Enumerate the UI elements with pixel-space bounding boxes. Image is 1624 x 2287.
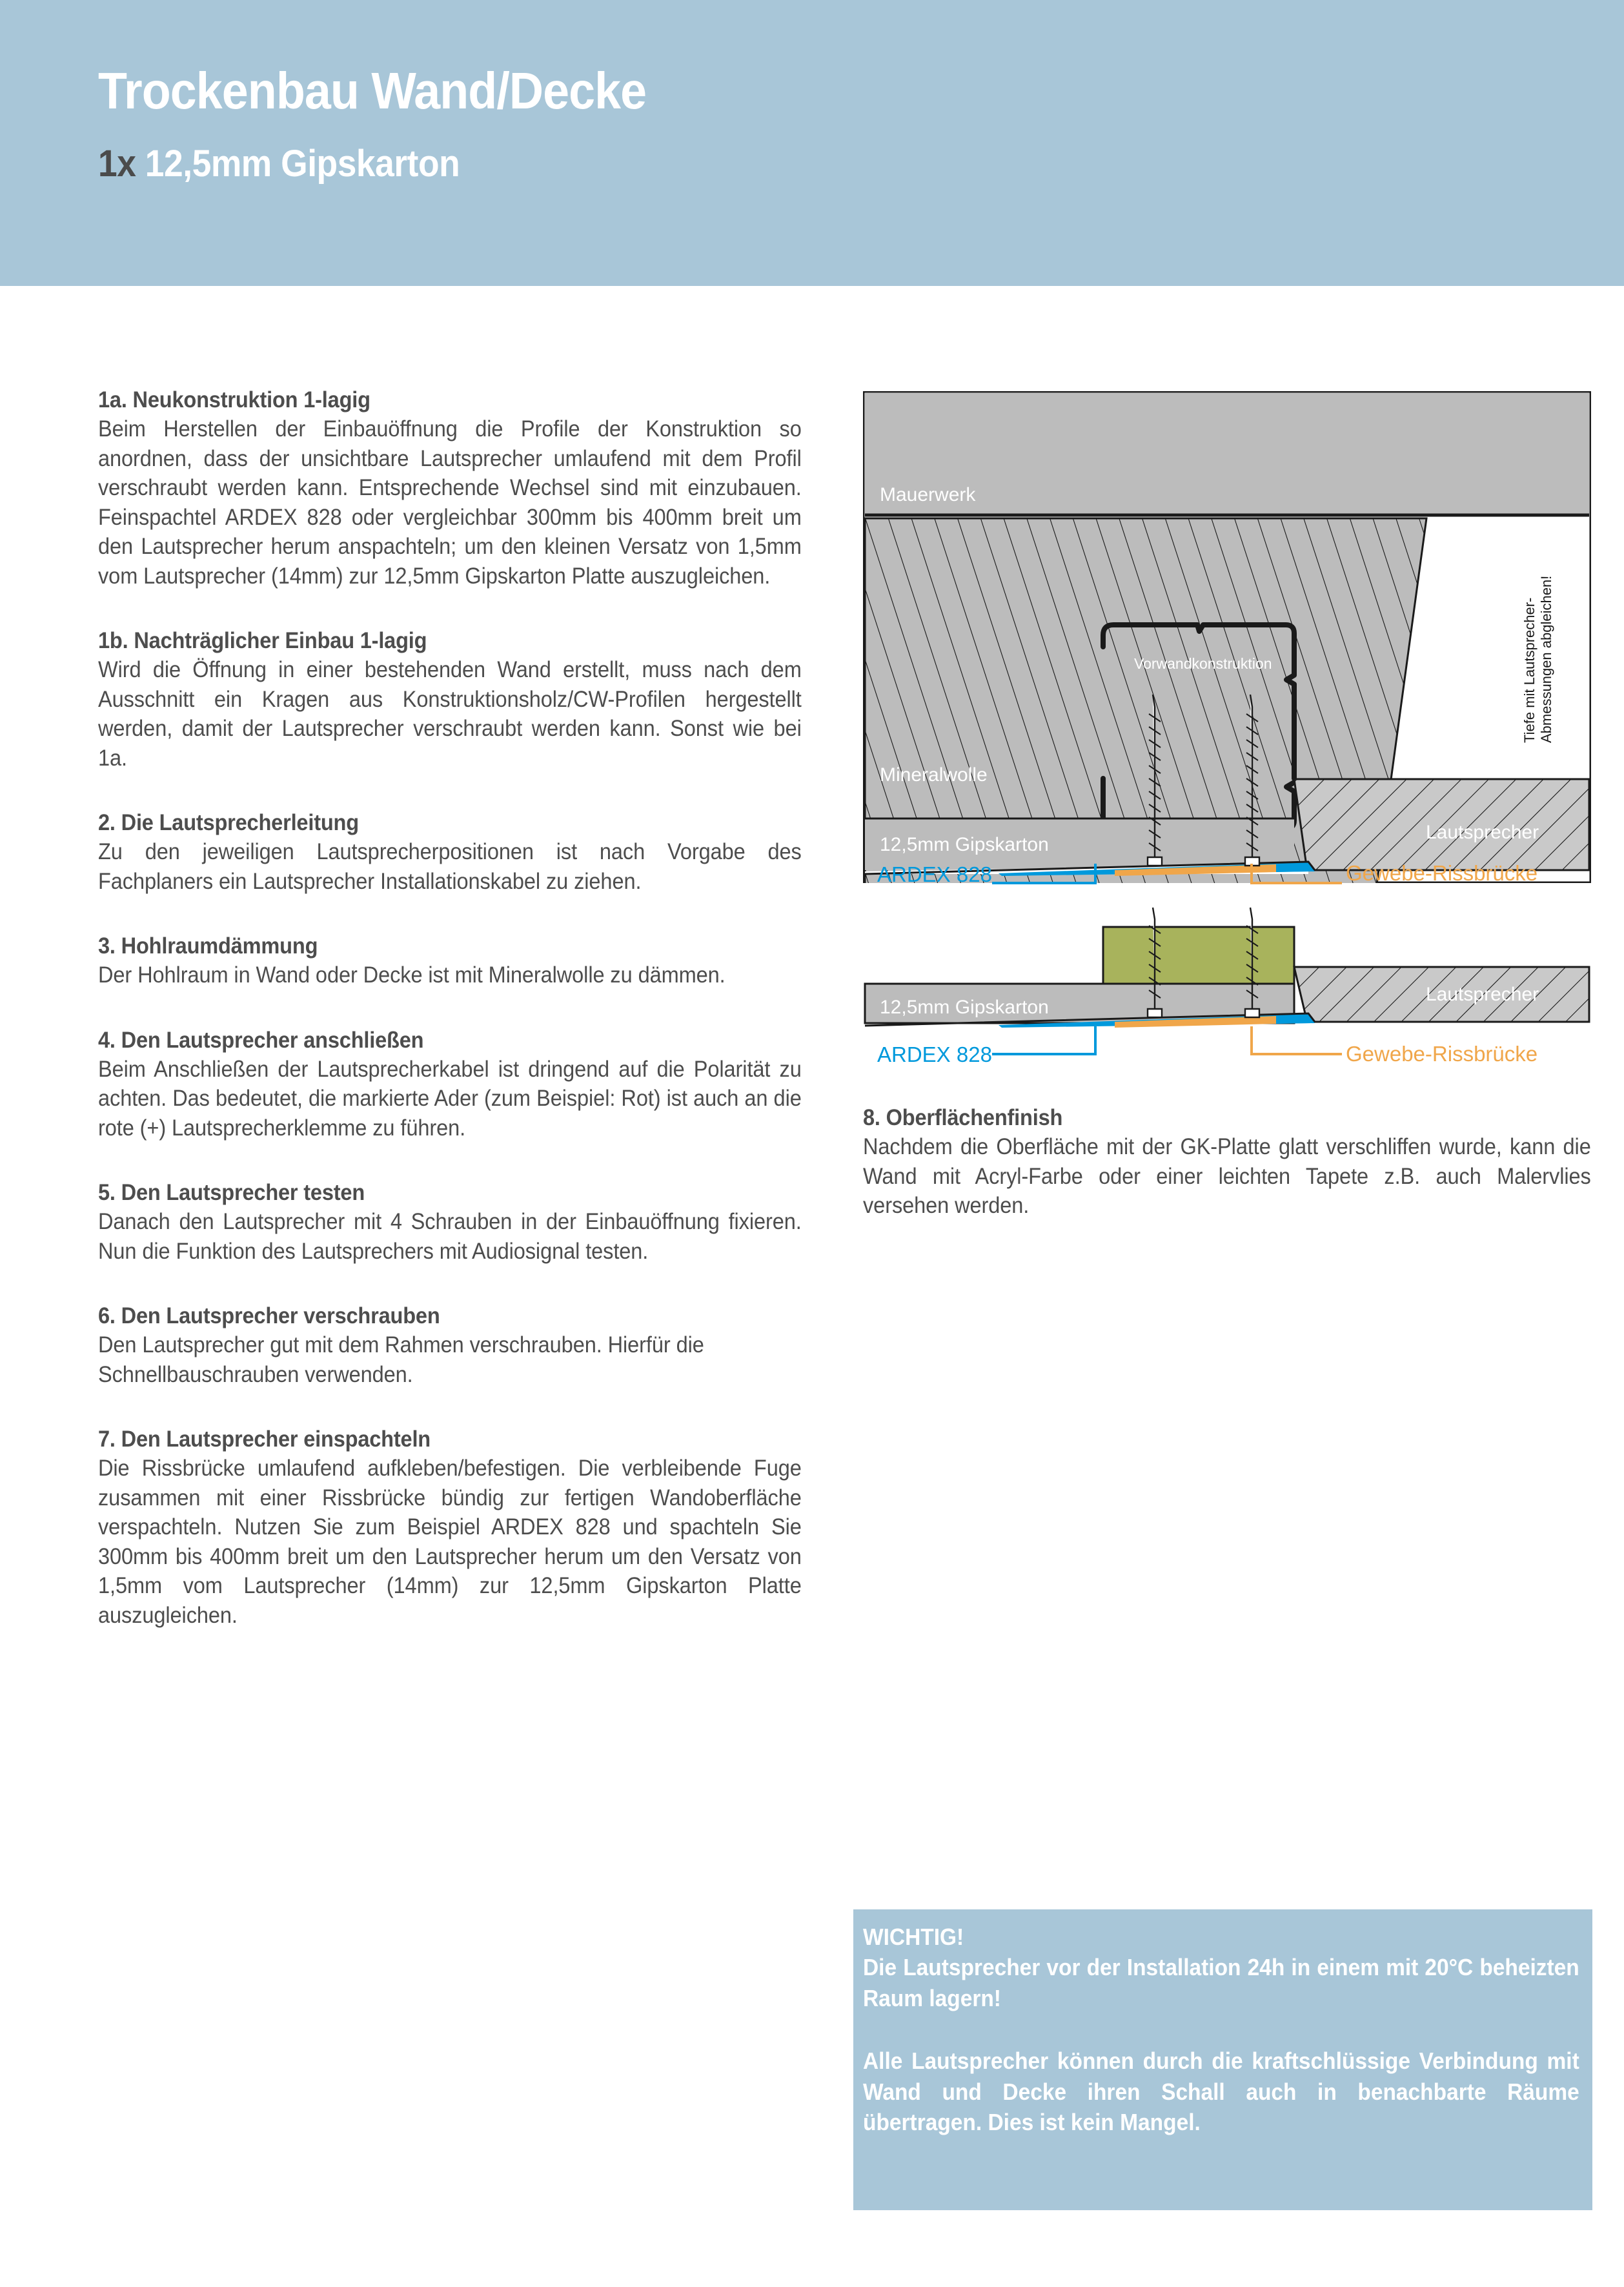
wichtig-title: WICHTIG!	[863, 1924, 964, 1950]
label-mineralwolle: Mineralwolle	[880, 764, 988, 786]
page-subtitle	[98, 142, 460, 185]
wichtig-content	[863, 1924, 1579, 2138]
diagram-top-svg	[863, 391, 1591, 883]
diagram-top-leaders	[863, 833, 1591, 897]
label-tiefe-note-line2: Abmessungen abgleichen!	[1538, 575, 1554, 743]
section-8-body: Nachdem die Oberfläche mit der GK-Platte glatt verschliffen wurde, kann die Wand mit Acryl-Farbe oder einer leichten Tapete z.B. auch Malervlies versehen werden.	[863, 1134, 1591, 1218]
section-1a-body: Beim Herstellen der Einbauöffnung die Profile der Konstruktion so anordnen, dass der unsichtbare Lautsprecher umlaufend mit dem Profil verschraubt werden kann. Entsprechende Wechsel sind mit einzubauen. Feinspachtel ARDEX 828 oder vergleichbar 300mm bis 400mm breit um den Lautsprecher herum anspachteln; um den kleinen Versatz von 1,5mm vom Lautsprecher (14mm) zur 12,5mm Gipskarton Platte auszugleichen.	[98, 416, 802, 589]
label-rissbruecke-bottom: Gewebe-Rissbrücke	[1346, 1042, 1538, 1066]
label-ardex-top: ARDEX 828	[877, 862, 992, 883]
section-6-body: Den Lautsprecher gut mit dem Rahmen verschrauben. Hierfür die Schnellbauschrauben verwenden.	[98, 1332, 704, 1387]
label-ardex-bottom: ARDEX 828	[877, 1042, 992, 1066]
section-4-title: 4. Den Lautsprecher anschließen	[98, 1027, 424, 1053]
wichtig-spacer	[863, 2013, 1579, 2046]
right-text-column	[863, 1105, 1591, 1221]
section-7-title: 7. Den Lautsprecher einspachteln	[98, 1427, 431, 1452]
page-subtitle-accent: 1x	[98, 143, 136, 185]
section-6-title: 6. Den Lautsprecher verschrauben	[98, 1303, 440, 1328]
section-4-body: Beim Anschließen der Lautsprecherkabel ist dringend auf die Polarität zu achten. Das bedeutet, die markierte Ader (zum Beispiel: Rot) ist auch an die rote (+) Lautsprecherklemme zu führen.	[98, 1056, 802, 1141]
page-subtitle-rest: 12,5mm Gipskarton	[136, 143, 460, 185]
label-vorwandkonstruktion: Vorwandkonstruktion	[1134, 655, 1272, 672]
section-3-title: 3. Hohlraumdämmung	[98, 933, 318, 959]
left-text-column	[98, 387, 802, 1630]
section-1a	[98, 387, 802, 591]
section-1b	[98, 628, 802, 773]
label-mauerwerk: Mauerwerk	[880, 484, 976, 505]
section-3-body: Der Hohlraum in Wand oder Decke ist mit Mineralwolle zu dämmen.	[98, 962, 726, 988]
label-gipskarton-bottom: 12,5mm Gipskarton	[880, 997, 1049, 1018]
wichtig-paragraph-1: Die Lautsprecher vor der Installation 24h in einem mit 20°C beheizten Raum lagern!	[863, 1954, 1579, 2011]
label-tiefe-note-line1: Tiefe mit Lautsprecher-	[1521, 597, 1538, 743]
section-6	[98, 1303, 802, 1389]
section-5-title: 5. Den Lautsprecher testen	[98, 1180, 365, 1205]
section-7	[98, 1427, 802, 1630]
diagram-nachtraeglicher-einbau	[863, 902, 1591, 1067]
section-5-body: Danach den Lautsprecher mit 4 Schrauben in der Einbauöffnung fixieren. Nun die Funktion des Lautsprechers mit Audiosignal testen.	[98, 1209, 802, 1264]
section-3	[98, 933, 802, 990]
label-lautsprecher-top: Lautsprecher	[1426, 822, 1539, 843]
section-2	[98, 810, 802, 896]
diagram-bottom-svg	[863, 902, 1591, 1067]
section-8	[863, 1105, 1591, 1221]
section-4	[98, 1028, 802, 1143]
section-1a-title: 1a. Neukonstruktion 1-lagig	[98, 387, 370, 412]
section-2-body: Zu den jeweiligen Lautsprecherpositionen ist nach Vorgabe des Fachplaners ein Lautsprecher Installationskabel zu ziehen.	[98, 839, 802, 894]
section-5	[98, 1180, 802, 1266]
section-1b-title: 1b. Nachträglicher Einbau 1-lagig	[98, 628, 427, 653]
section-7-body: Die Rissbrücke umlaufend aufkleben/befestigen. Die verbleibende Fuge zusammen mit einer Rissbrücke bündig zur fertigen Wandoberfläche verspachteln. Nutzen Sie zum Beispiel ARDEX 828 und spachteln Sie 300mm bis 400mm breit um den Lautsprecher herum um den Versatz von 1,5mm vom Lautsprecher (14mm) zur 12,5mm Gipskarton Platte auszugleichen.	[98, 1456, 802, 1628]
section-1b-body: Wird die Öffnung in einer bestehenden Wand erstellt, muss nach dem Ausschnitt ein Kragen aus Konstruktionsholz/CW-Profilen hergestellt werden, damit der Lautsprecher verschraubt werden kann. Sonst wie bei 1a.	[98, 657, 802, 771]
section-8-title: 8. Oberflächenfinish	[863, 1105, 1063, 1130]
wichtig-paragraph-2: Alle Lautsprecher können durch die kraftschlüssige Verbindung mit Wand und Decke ihren Schall auch in benachbarte Räume übertragen. Dies ist kein Mangel.	[863, 2048, 1579, 2136]
label-gipskarton-top: 12,5mm Gipskarton	[880, 834, 1049, 855]
label-rissbruecke-top: Gewebe-Rissbrücke	[1346, 861, 1538, 883]
header-banner	[0, 0, 1624, 286]
section-2-title: 2. Die Lautsprecherleitung	[98, 810, 359, 835]
label-lautsprecher-bottom: Lautsprecher	[1426, 984, 1539, 1005]
page-title: Trockenbau Wand/Decke	[98, 62, 647, 119]
diagram-neukonstruktion	[863, 391, 1591, 883]
